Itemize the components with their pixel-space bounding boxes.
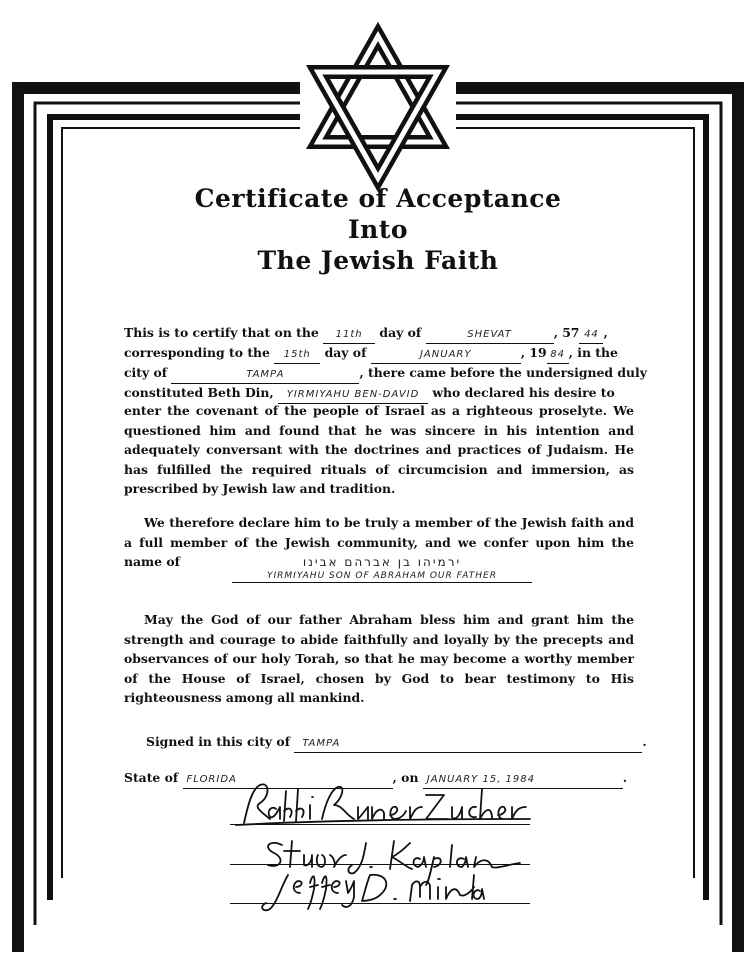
civil-year-field: 84 bbox=[547, 349, 569, 364]
certify-text-10: constituted Beth Din, bbox=[124, 385, 274, 400]
certify-text-4: corresponding to the bbox=[124, 345, 270, 360]
date-field: JANUARY 15, 1984 bbox=[423, 774, 623, 789]
certify-text-7: , in the bbox=[568, 345, 618, 360]
certify-text-5: day of bbox=[324, 345, 367, 360]
signed-end-2: . bbox=[622, 770, 628, 785]
title-line-3: The Jewish Faith bbox=[257, 246, 499, 275]
convert-name-field: YIRMIYAHU BEN-DAVID bbox=[278, 389, 428, 404]
on-label: , on bbox=[392, 770, 419, 785]
hebrew-day-field: 11th bbox=[323, 329, 375, 344]
civil-day-field: 15th bbox=[274, 349, 320, 364]
certify-text-3: , 57 bbox=[553, 325, 580, 340]
certify-text-6: , 19 bbox=[520, 345, 547, 360]
certify-text-9: , there came before the undersigned duly bbox=[359, 365, 647, 380]
certify-text-1: This is to certify that on the bbox=[124, 325, 319, 340]
certificate-title bbox=[0, 183, 756, 276]
certify-text-3b: , bbox=[603, 325, 608, 340]
certify-text-8: city of bbox=[124, 365, 168, 380]
rabbinic-signatures bbox=[230, 775, 540, 915]
certify-text-rest: enter the covenant of the people of Israel as a righteous proselyte. We questioned him and found that he was sincere in his intention and adequately conversant with the doctrines and practices of Judaism. He has fulfilled the required rituals of circumcision and immersion, as prescribed by Jewish law and tradition. bbox=[124, 403, 634, 496]
signed-label: Signed in this city of bbox=[146, 734, 291, 749]
signed-city-field: TAMPA bbox=[294, 738, 642, 753]
hebrew-year-field: 44 bbox=[579, 329, 603, 344]
blessing-text: May the God of our father Abraham bless him and grant him the strength and courage to abide faithfully and loyally by the precepts and observances of our holy Torah, so that he may become a worthy member of the House of Israel, chosen by God to bear testimony to His righteousness among all mankind. bbox=[124, 612, 634, 705]
certify-text-2: day of bbox=[379, 325, 422, 340]
signed-end: . bbox=[642, 734, 647, 749]
hebrew-month-field: SHEVAT bbox=[426, 329, 554, 344]
declaration-text: We therefore declare him to be truly a member of the Jewish faith and a full member of the Jewish community, and we confer upon him the name of bbox=[124, 515, 634, 569]
title-line-2: Into bbox=[347, 215, 409, 244]
title-line-1: Certificate of Acceptance bbox=[194, 184, 562, 213]
english-name: YIRMIYAHU SON OF ABRAHAM OUR FATHER bbox=[232, 571, 532, 583]
state-label: State of bbox=[124, 770, 179, 785]
certify-text-11: who declared his desire to bbox=[432, 385, 615, 400]
civil-month-field: JANUARY bbox=[371, 349, 521, 364]
city-field: TAMPA bbox=[171, 369, 359, 384]
state-field: FLORIDA bbox=[183, 774, 393, 789]
hebrew-name: ירמיהו בן אברהם אבינו bbox=[302, 555, 462, 569]
